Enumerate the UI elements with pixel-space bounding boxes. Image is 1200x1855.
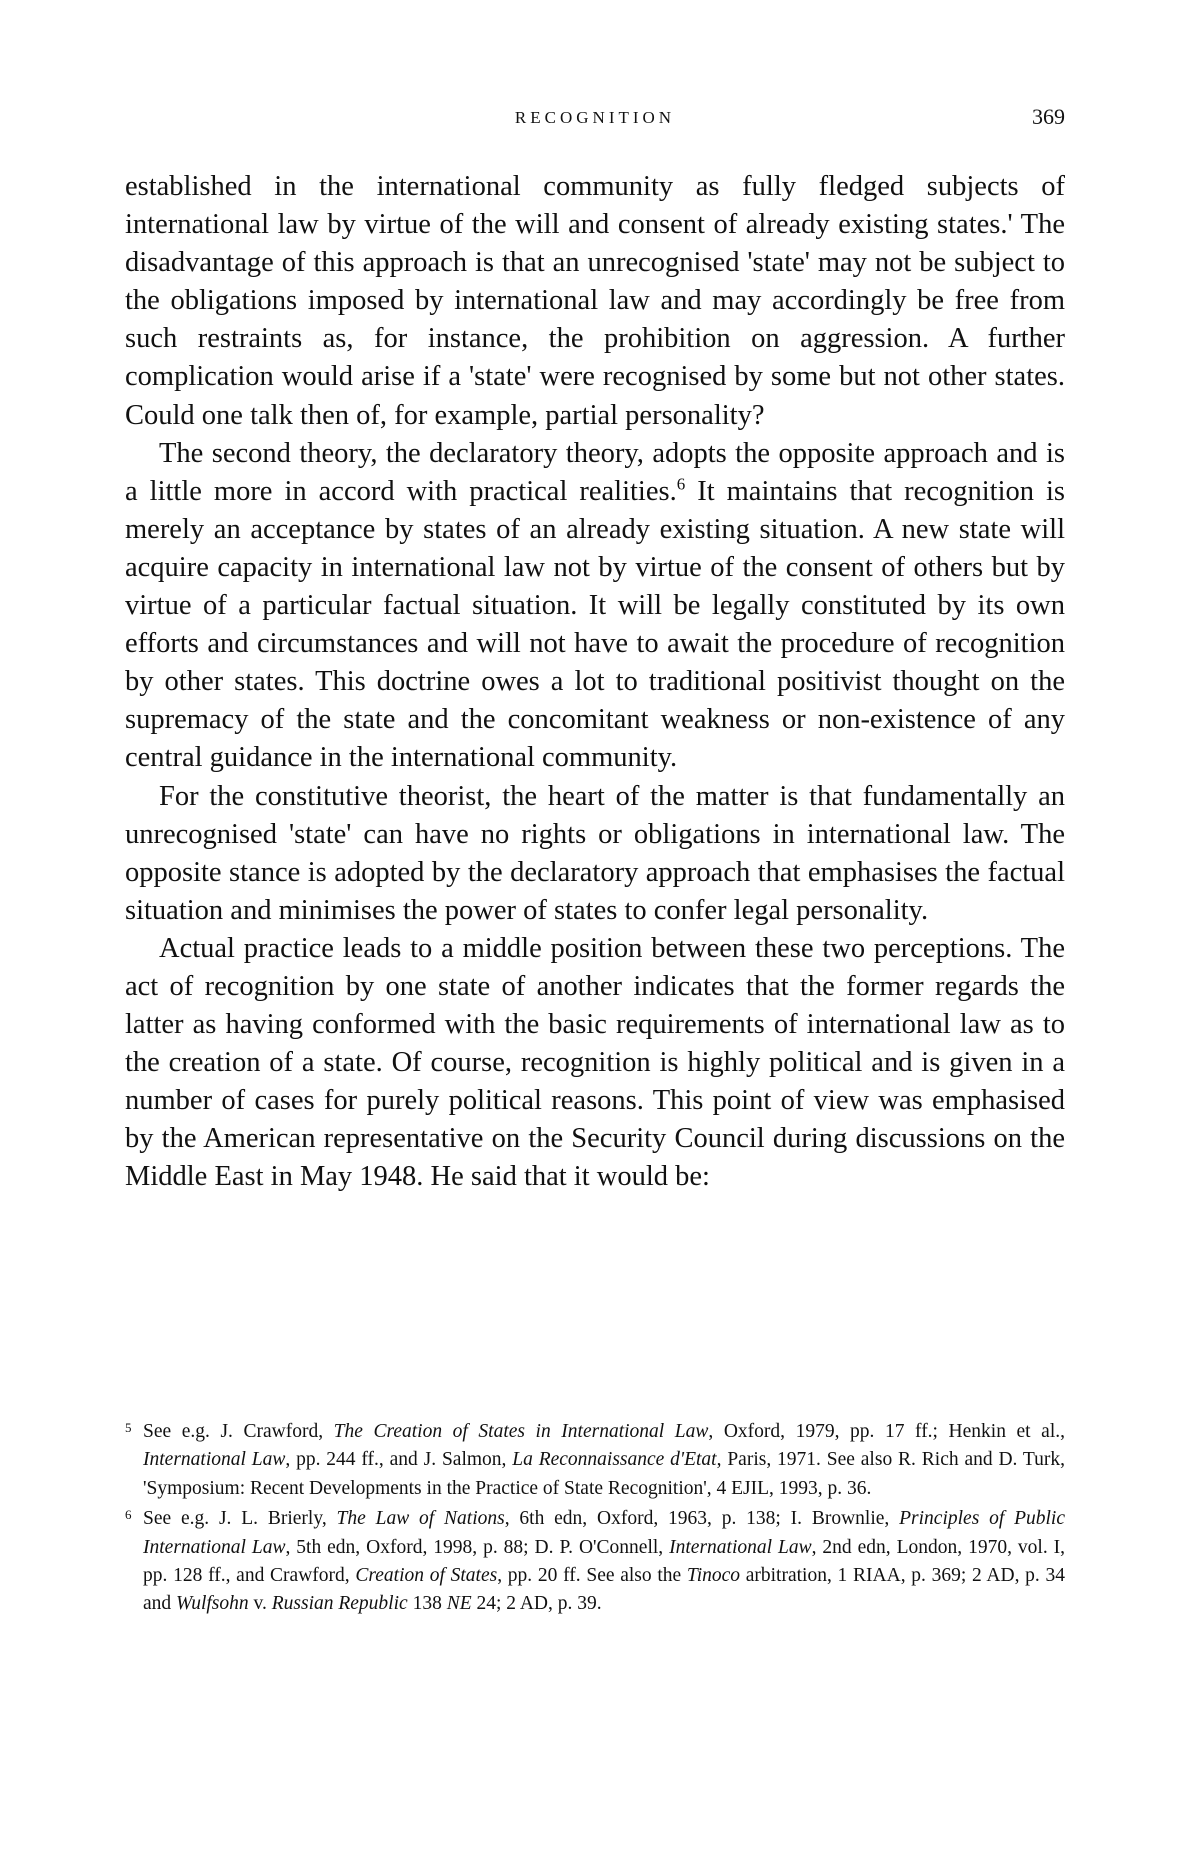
footnote-title: NE xyxy=(446,1593,472,1615)
footnote-text: , 5th edn, Oxford, 1998, p. 88; D. P. O'Connell, xyxy=(285,1536,670,1558)
footnote-text: , Paris, 1971. See also R. Rich and D. Turk, 'Symposium: Recent Developments in the Practice of State Recognition', 4 EJIL, 1993, p. 36. xyxy=(143,1449,1065,1499)
footnote-title: Principles of Public International Law xyxy=(143,1508,1065,1558)
footnote-text: See e.g. J. L. Brierly, xyxy=(143,1508,337,1530)
page-header xyxy=(125,104,1065,134)
footnote-title: Creation of States xyxy=(355,1565,498,1587)
paragraph-3: For the constitutive theorist, the heart of the matter is that fundamentally an unrecognised 'state' can have no rights or obligations in international law. The opposite stance is adopted by the declaratory approach that emphasises the factual situation and minimises the power of states to confer legal personality. xyxy=(125,780,1065,926)
footnote-title: International Law xyxy=(669,1536,812,1558)
paragraph-2-part-b: It maintains that recognition is merely an acceptance by states of an already existing situation. A new state will acquire capacity in international law not by virtue of the consent of others but by virtue of a particular factual situation. It will be legally constituted by its own efforts and circumstances and will not have to await the procedure of recognition by other states. This doctrine owes a lot to traditional positivist thought on the supremacy of the state and the concomitant weakness or non-existence of any central guidance in the international community. xyxy=(125,475,1065,774)
footnote-title: The Law of Nations xyxy=(336,1508,505,1530)
footnote-title: Russian Republic xyxy=(271,1593,408,1615)
footnote-text: 24; 2 AD, p. 39. xyxy=(471,1593,602,1615)
footnotes xyxy=(125,1418,1065,1621)
paragraph-2 xyxy=(125,435,1065,778)
page-number: 369 xyxy=(1032,104,1065,129)
running-head: RECOGNITION xyxy=(514,108,676,127)
footnote-text: , 6th edn, Oxford, 1963, p. 138; I. Brownlie, xyxy=(504,1508,900,1530)
footnote-title: La Reconnaissance d'Etat xyxy=(512,1449,717,1471)
footnote-text: 138 xyxy=(407,1593,447,1615)
footnote-ref-6: 6 xyxy=(676,474,686,494)
footnote-number: 6 xyxy=(125,1507,132,1523)
footnote-title: The Creation of States in International Law xyxy=(333,1421,709,1442)
footnote-text: See e.g. J. Crawford, xyxy=(143,1421,334,1442)
body-text xyxy=(125,168,1065,1197)
footnote-title: International Law xyxy=(143,1449,286,1471)
footnote-5 xyxy=(125,1418,1065,1503)
footnote-title: Wulfsohn xyxy=(176,1593,249,1615)
footnote-text: v. xyxy=(248,1593,272,1615)
footnote-text: , 2nd edn, London, 1970, vol. I, pp. 128 ff., and Crawford, xyxy=(143,1536,1066,1587)
footnote-title: Tinoco xyxy=(686,1565,741,1587)
footnote-number: 5 xyxy=(125,1420,132,1435)
paragraph-2-part-a: The second theory, the declaratory theory, adopts the opposite approach and is a little more in accord with practical realities. xyxy=(125,437,1065,507)
footnote-text: , pp. 20 ff. See also the xyxy=(497,1565,687,1587)
paragraph-1: established in the international community as fully fledged subjects of international law by virtue of the will and consent of already existing states.' The disadvantage of this approach is that an unrecognised 'state' may not be subject to the obligations imposed by international law and may accordingly be free from such restraints as, for instance, the prohibition on aggression. A further complication would arise if a 'state' were recognised by some but not other states. Could one talk then of, for example, partial personality? xyxy=(125,171,1065,431)
footnote-text: , pp. 244 ff., and J. Salmon, xyxy=(285,1449,513,1471)
footnote-6 xyxy=(125,1505,1065,1619)
paragraph-4: Actual practice leads to a middle position between these two perceptions. The act of recognition by one state of another indicates that the former regards the latter as having conformed with the basic requirements of international law as to the creation of a state. Of course, recognition is highly political and is given in a number of cases for purely political reasons. This point of view was emphasised by the American representative on the Security Council during discussions on the Middle East in May 1948. He said that it would be: xyxy=(125,932,1065,1193)
footnote-text: arbitration, 1 RIAA, p. 369; 2 AD, p. 34 and xyxy=(143,1565,1066,1615)
footnote-text: , Oxford, 1979, pp. 17 ff.; Henkin et al., xyxy=(708,1421,1065,1442)
